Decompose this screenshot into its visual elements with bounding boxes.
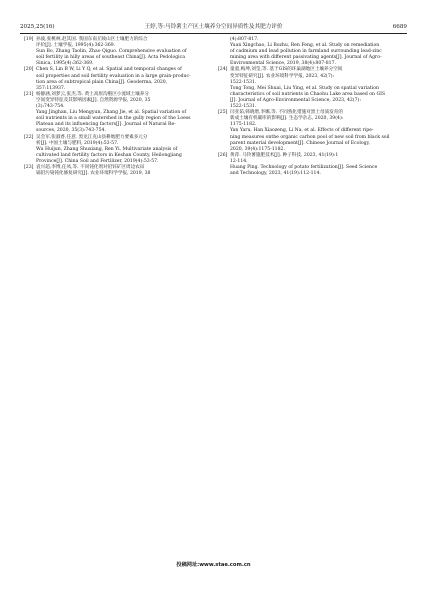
reference-number: [22] [24, 134, 34, 140]
reference-entry [218, 67, 403, 110]
reference-text-line: 新成土壤有机碳库的影响[J]. 生态学杂志, 2020, 39(4): [230, 116, 344, 122]
reference-text-line: 黄萍. 马铃薯施肥技术[J]. 种子科技, 2023, 41(19):1 [230, 152, 339, 158]
reference-entry [218, 110, 403, 153]
reference-text-line: (4):807-817. [230, 37, 259, 42]
reference-text-line: 袁兴超,李博,任凤,等. 不同钝化剂对铅锌矿区周边农田 [36, 164, 145, 170]
reference-entry [24, 165, 209, 177]
reference-text-line: 空间变异特征及其影响因素[J]. 自然资源学报, 2020, 35 [36, 97, 151, 103]
reference-number: [20] [24, 67, 34, 73]
reference-text-line: Environmental Science, 2019, 38(4):807-817. [230, 61, 336, 67]
reference-continuation [218, 37, 403, 67]
reference-text-line: Wu Huijun, Zhang Shuxiang, Ren Yi. Multivariate analysis of [36, 146, 178, 152]
reference-text-line: 评价[J]. 土壤学报, 1995(4):362-369. [36, 43, 116, 49]
reference-text-line: soil nutrients in a small watershed in the gully region of the Loess [36, 116, 191, 122]
reference-text-line: 闫亚茹,韩晓增,李娜,等. 不同熟化措施对黑土母质发育的 [230, 110, 343, 116]
reference-number: [21] [24, 91, 34, 97]
header-rule [20, 33, 407, 34]
issue-info: 2025,25(16) [20, 24, 55, 30]
reference-text-line: 童童,梅坤,刘莹,等. 基于GIS的环巢湖地区土壤养分空间 [230, 67, 343, 73]
reference-text-line: and Technology, 2023, 41(19):112-114. [230, 171, 321, 177]
reference-text-line: of cadmium and lead pollution in farmland surrounding lead-zinc [230, 49, 382, 55]
reference-text-line: [J]. Journal of Agro-Environmental Science, 2023, 42(7): [230, 97, 361, 103]
references-right-column [218, 37, 403, 177]
reference-text-line: (3):743-754. [36, 104, 65, 110]
reference-entry [24, 37, 209, 67]
reference-text-line: soil properties and soil fertility evaluation in a large grain-produc- [36, 73, 191, 79]
reference-text-line: 杨静涵,刘梦云,张杰,等. 黄土高原沟壑区小流域土壤养分 [36, 91, 149, 97]
reference-text-line: 357:113937. [36, 85, 66, 91]
reference-text-line: mining area with different passivating agents[J]. Journal of Agro- [230, 55, 382, 61]
reference-text-line: 1522-1531. [230, 79, 257, 85]
reference-entry [24, 92, 209, 135]
reference-text-line: characteristics of soil nutrients in Chaohu Lake area based on GIS [230, 91, 386, 97]
reference-text-line: Tong Tong, Mei Shuai, Liu Ying, et al. Study on spatial variation [230, 85, 379, 91]
reference-number: [25] [218, 110, 228, 116]
reference-number: [26] [218, 152, 228, 158]
reference-text-line: Plateau and its influencing factors[J]. Journal of Natural Re- [36, 122, 176, 128]
reference-text-line: 变异特征研究[J]. 农业环境科学学报, 2023, 42(7): [230, 73, 335, 79]
page-header [20, 22, 407, 32]
reference-text-line: Huang Ping. Technology of potato fertilization[J]. Seed Science [230, 164, 378, 170]
reference-text-line: 1175-1182. [230, 122, 257, 128]
reference-entry [24, 135, 209, 165]
reference-text-line: Sinica, 1995(4):362-369. [36, 61, 94, 67]
reference-text-line: Yuan Xingchao, Li Bozhu, Ren Feng, et al. Study on remediation [230, 43, 380, 49]
running-title: 王婷,等:马铃薯主产区土壤养分空间异质性及其肥力评价 [144, 24, 283, 30]
reference-text-line: 孙波,张桃林,赵其国. 我国东南丘陵山区土壤肥力的综合 [36, 37, 148, 42]
reference-text-line: Yan Yaru, Han Xiaozeng, Li Na, et al. Effects of different ripe- [230, 128, 374, 134]
reference-entry [24, 67, 209, 91]
references-left-column [24, 37, 209, 177]
page-number: 6689 [392, 24, 407, 30]
reference-text-line: Chen S, Lin B W, Li Y Q, et al. Spatial and temporal changes of [36, 67, 182, 73]
reference-text-line: soil fertility in hilly areas of southeast China[J]. Acta Pedologica [36, 55, 185, 61]
reference-number: [19] [24, 37, 34, 42]
reference-text-line: Yang Jinghan, Liu Mengyun, Zhang Jie, et al. Spatial variation of [36, 110, 187, 116]
reference-text-line: 1522-1531. [230, 104, 257, 110]
reference-text-line: Province[J]. China Soil and Fertilizer, 2019(4):53-57. [36, 158, 159, 164]
reference-text-line: cultivated land fertility factors in Keshan County, Heilongjiang [36, 152, 182, 158]
reference-text-line: parent material development[J]. Chinese Journal of Ecology, [230, 140, 371, 146]
reference-text-line: 吴会军,张淑香,任意. 黑龙江克山县耕地肥力要素多元分 [36, 134, 148, 140]
reference-number: [23] [24, 164, 34, 170]
reference-text-line: 12-114. [230, 158, 248, 164]
reference-text-line: 2020, 39(4):1175-1182. [230, 146, 285, 152]
reference-text-line: sources, 2020, 35(3):743-754. [36, 128, 106, 134]
reference-text-line: Sun Bo, Zhang Taolin, Zhao Qiguo. Comprehensive evaluation of [36, 49, 187, 55]
reference-entry [218, 153, 403, 177]
reference-number: [24] [218, 67, 228, 73]
reference-text-line: 镉铅污染钝化修复研究[J]. 农业环境科学学报, 2019, 38 [36, 171, 151, 177]
submission-url-footer: 投稿网址:www.stae.com.cn [176, 562, 251, 568]
reference-text-line: 析[J]. 中国土壤与肥料, 2019(4):53-57. [36, 140, 119, 146]
reference-text-line: tion area of subtropical plain China[J]. Geoderma, 2020, [36, 79, 168, 85]
reference-text-line: ning measures onthe organic carbon pool of new soil from black soil [230, 134, 390, 140]
